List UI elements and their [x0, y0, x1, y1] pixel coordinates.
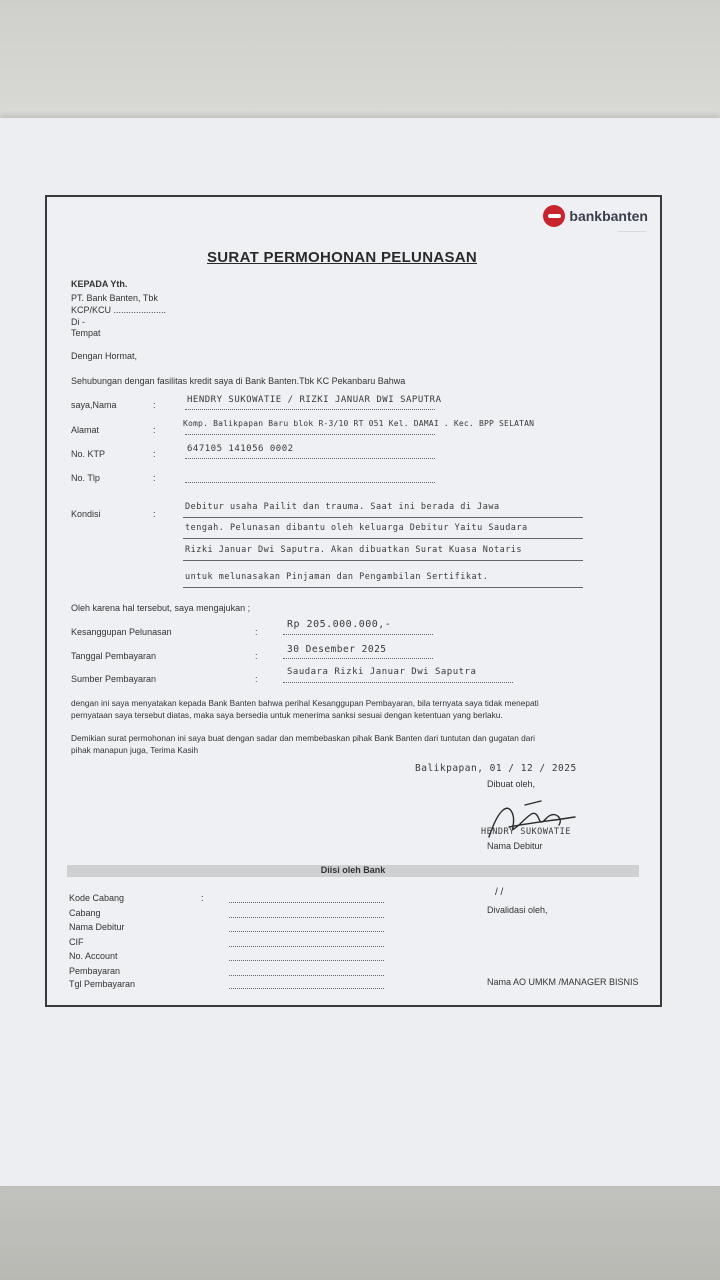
addressee-at: Di -	[71, 317, 85, 327]
cabang-line	[229, 917, 384, 918]
bank-label-cif: CIF	[69, 937, 84, 947]
bank-section-header	[67, 865, 639, 877]
nama-colon: :	[153, 400, 156, 410]
pembayaran-line	[229, 975, 384, 976]
greeting: Dengan Hormat,	[71, 351, 138, 361]
tlp-label: No. Tlp	[71, 473, 100, 483]
tlp-line	[185, 482, 435, 483]
kondisi-underline-4	[183, 587, 583, 588]
nama-debitur-caption: Nama Debitur	[487, 841, 543, 851]
cif-line	[229, 946, 384, 947]
background-table	[0, 1185, 720, 1280]
tanggal-colon: :	[255, 651, 258, 661]
ktp-value: 647105 141056 0002	[187, 444, 294, 454]
bank-label-nama-debitur: Nama Debitur	[69, 922, 125, 932]
bank-label-kode-cabang: Kode Cabang	[69, 893, 125, 903]
statement-2a: Demikian surat permohonan ini saya buat dengan sadar dan membebaskan pihak Bank Banten dari tuntutan dan gugatan dari	[71, 733, 536, 743]
nama-value: HENDRY SUKOWATIE / RIZKI JANUAR DWI SAPUTRA	[187, 395, 442, 405]
sumber-label: Sumber Pembayaran	[71, 674, 157, 684]
validation-date-slashes: / /	[495, 887, 504, 898]
signature-mark	[479, 797, 589, 847]
bank-logo-icon	[543, 205, 565, 227]
sumber-line	[283, 682, 513, 683]
kesanggupan-value: Rp 205.000.000,-	[287, 619, 392, 630]
tanggal-value: 30 Desember 2025	[287, 644, 387, 655]
kondisi-line-4: untuk melunasakan Pinjaman dan Pengambilan Sertifikat.	[185, 572, 489, 582]
kondisi-label: Kondisi	[71, 509, 101, 519]
tanggal-label: Tanggal Pembayaran	[71, 651, 157, 661]
bank-section-title: Diisi oleh Bank	[320, 865, 386, 875]
alamat-label: Alamat	[71, 425, 100, 435]
bank-label-pembayaran: Pembayaran	[69, 966, 121, 976]
sumber-colon: :	[255, 674, 258, 684]
kondisi-line-1: Debitur usaha Pailit dan trauma. Saat ini berada di Jawa	[185, 502, 500, 512]
signing-date: Balikpapan, 01 / 12 / 2025	[415, 763, 577, 774]
ktp-label: No. KTP	[71, 449, 106, 459]
intro-text: Sehubungan dengan fasilitas kredit saya di Bank Banten.Tbk KC Pekanbaru Bahwa	[71, 376, 406, 386]
ao-manager-caption: Nama AO UMKM /MANAGER BISNIS	[487, 977, 639, 987]
alamat-colon: :	[153, 425, 156, 435]
kondisi-line-3: Rizki Januar Dwi Saputra. Akan dibuatkan Surat Kuasa Notaris	[185, 545, 523, 555]
kondisi-underline-1	[183, 517, 583, 518]
kesanggupan-line	[283, 634, 433, 635]
tgl-pembayaran-line	[229, 988, 384, 989]
bank-label-cabang: Cabang	[69, 908, 101, 918]
logo-tagline: ~~~~~~~~~~~~	[617, 229, 646, 234]
statement-2b: pihak manapun juga, Terima Kasih	[71, 745, 199, 755]
addressee-place: Tempat	[71, 328, 101, 338]
tlp-colon: :	[153, 473, 156, 483]
kondisi-underline-3	[183, 560, 583, 561]
kesanggupan-colon: :	[255, 627, 258, 637]
addressee-label: KEPADA Yth.	[71, 279, 128, 289]
bank-logo-text: bankbanten	[569, 208, 648, 224]
statement-1a: dengan ini saya menyatakan kepada Bank Banten bahwa perihal Kesanggupan Pembayaran, bila ternyata saya tidak menepati	[71, 698, 539, 708]
bank-label-no-account: No. Account	[69, 951, 118, 961]
nama-debitur-line	[229, 931, 384, 932]
ktp-colon: :	[153, 449, 156, 459]
kondisi-colon: :	[153, 509, 156, 519]
page-title: SURAT PERMOHONAN PELUNASAN	[207, 249, 478, 266]
kode-cabang-colon: :	[201, 893, 204, 903]
alamat-line	[185, 434, 435, 435]
ktp-line	[185, 458, 435, 459]
sumber-value: Saudara Rizki Januar Dwi Saputra	[287, 667, 477, 677]
form-document	[45, 195, 662, 1007]
kesanggupan-label: Kesanggupan Pelunasan	[71, 627, 172, 637]
kondisi-underline-2	[183, 538, 583, 539]
signer-name: HENDRY SUKOWATIE	[481, 827, 571, 837]
kode-cabang-line	[229, 902, 384, 903]
alamat-value: Komp. Balikpapan Baru blok R-3/10 RT 051 Kel. DAMAI . Kec. BPP SELATAN	[183, 419, 535, 428]
kondisi-line-2: tengah. Pelunasan dibantu oleh keluarga Debitur Yaitu Saudara	[185, 523, 528, 533]
statement-1b: pernyataan saya tersebut diatas, maka saya bersedia untuk menerima sanksi sesuai dengan ketentuan yang berlaku.	[71, 710, 503, 720]
divalidasi-oleh: Divalidasi oleh,	[487, 905, 548, 915]
dibuat-oleh: Dibuat oleh,	[487, 779, 536, 789]
addressee-branch: KCP/KCU .....................	[71, 305, 167, 315]
addressee-company: PT. Bank Banten, Tbk	[71, 293, 158, 303]
submission-intro: Oleh karena hal tersebut, saya mengajukan ;	[71, 603, 251, 613]
nama-label: saya,Nama	[71, 400, 117, 410]
bank-label-tgl-pembayaran: Tgl Pembayaran	[69, 979, 136, 989]
tanggal-line	[283, 658, 433, 659]
nama-line	[185, 409, 435, 410]
no-account-line	[229, 960, 384, 961]
bank-logo	[543, 205, 648, 227]
